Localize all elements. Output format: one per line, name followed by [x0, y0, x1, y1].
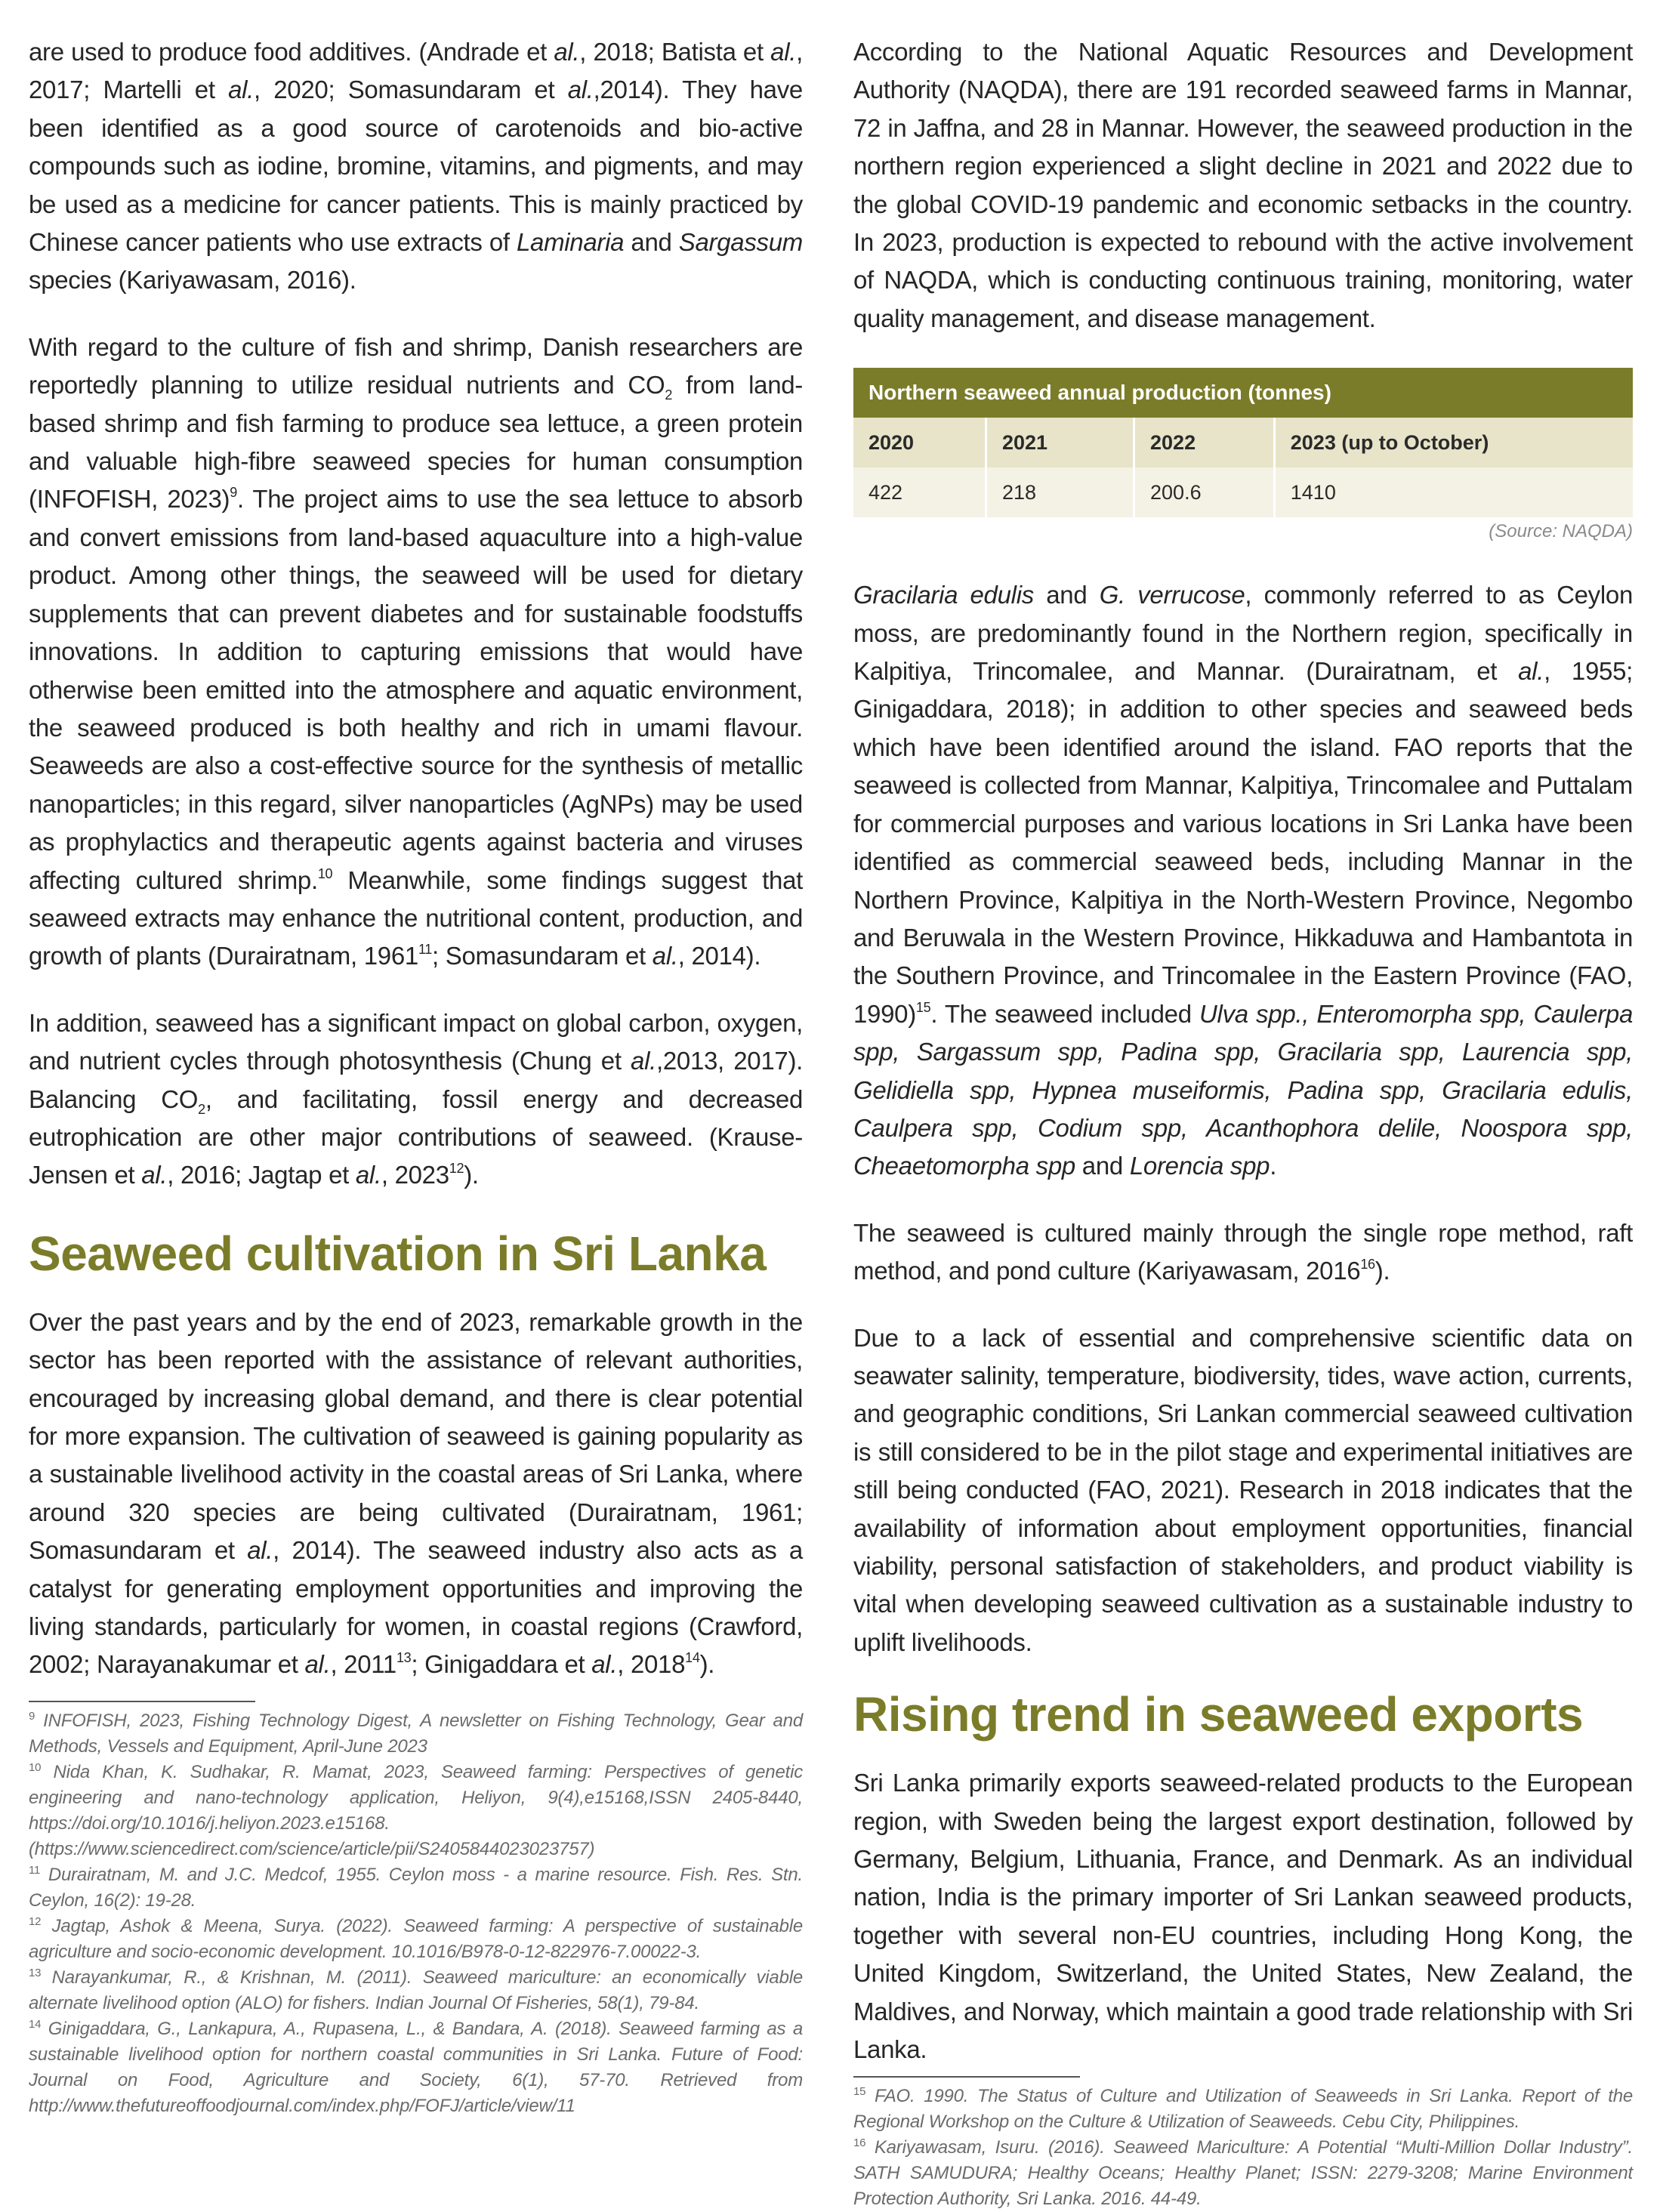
- footnotes-left: [29, 1708, 803, 2119]
- production-table: [853, 368, 1633, 517]
- footnote: $^{11}$ Durairatnam, M. and J.C. Medcof, 1955. Ceylon moss - a marine resource. Fish. Res. Stn. Ceylon, 16(2): 19-28.: [29, 1863, 803, 1911]
- footnote: $^{14}$ Ginigaddara, G., Lankapura, A., Rupasena, L., & Bandara, A. (2018). Seaweed farming as a sustainable livelihood option for northern coastal communities in Sri Lanka. Future of Food: Journal on Food, Agriculture and Society, 6(1), 57-70. Retrieved from http://www.thefutureoffoodjournal.com/index.php/FOFJ/article/view/11: [29, 2017, 803, 2116]
- table-cell: 1410: [1274, 467, 1633, 517]
- table-header-cell: 2023 (up to October): [1274, 418, 1633, 467]
- paragraph-fish-shrimp: With regard to the culture of fish and shrimp, Danish researchers are reportedly planning to utilize residual nutrients and $CO_2$ from land-based shrimp and fish farming to produce sea lettuce, a green protein and valuable high-fibre seaweed species for human consumption (INFOFISH, 2023)$^9$. The project aims to use the sea lettuce to absorb and convert emissions from land-based aquaculture into a high-value product. Among other things, the seaweed will be used for dietary supplements that can prevent diabetes and for sustainable foodstuffs innovations. In addition to capturing emissions that would have otherwise been emitted into the atmosphere and aquatic environment, the seaweed produced is both healthy and rich in umami flavour. Seaweeds are also a cost-effective source for the synthesis of metallic nanoparticles; in this regard, silver nanoparticles (AgNPs) may be used as prophylactics and therapeutic agents against bacteria and viruses affecting cultured shrimp.$^{10}$ Meanwhile, some findings suggest that seaweed extracts may enhance the nutritional content, production, and growth of plants (Durairatnam, 1961$^{11}$; Somasundaram et al., 2014).: [29, 332, 803, 970]
- footnote-divider: [29, 1701, 255, 1702]
- paragraph-exports: Sri Lanka primarily exports seaweed-related products to the European region, with Sweden being the largest export destination, followed by Germany, Belgium, Lithuania, France, and Denmark. As an individual nation, India is the primary importer of Sri Lankan seaweed products, together with several non-EU countries, including Hong Kong, the United Kingdom, Switzerland, the United States, New Zealand, the Maldives, and Norway, which maintain a good trade relationship with Sri Lanka.: [853, 1769, 1633, 2064]
- paragraph-food-additives: are used to produce food additives. (Andrade et al., 2018; Batista et al., 2017; Martelli et al., 2020; Somasundaram et al.,2014). They have been identified as a good source of carotenoids and bio-active compounds such as iodine, bromine, vitamins, and pigments, and may be used as a medicine for cancer patients. This is mainly practiced by Chinese cancer patients who use extracts of Laminaria and Sargassum species (Kariyawasam, 2016).: [29, 38, 803, 295]
- paragraph-ceylon-moss: Gracilaria edulis and G. verrucose, commonly referred to as Ceylon moss, are predominantly found in the Northern region, specifically in Kalpitiya, Trincomalee, and Mannar. (Durairatnam, et al., 1955; Ginigaddara, 2018); in addition to other species and seaweed beds which have been identified around the island. FAO reports that the seaweed is collected from Mannar, Kalpitiya, Trincomalee and Puttalam for commercial purposes and various locations in Sri Lanka have been identified as commercial seaweed beds, including Mannar in the Northern Province, Kalpitiya in the North-Western Province, Negombo and Beruwala in the Western Province, Hikkaduwa and Hambantota in the Southern Province, and Trincomalee in the Eastern Province (FAO, 1990)$^{15}$. The seaweed included Ulva spp., Enteromorpha spp, Caulerpa spp, Sargassum spp, Padina spp, Gracilaria spp, Laurencia spp, Gelidiella spp, Hypnea museiformis, Padina spp, Gracilaria edulis, Caulpera spp, Codium spp, Acanthophora delile, Noospora spp, Cheaetomorpha spp and Lorencia spp.: [853, 581, 1633, 1180]
- table-header-row: [853, 418, 1633, 467]
- table-cell: 422: [853, 467, 986, 517]
- paragraph-cultivation: Over the past years and by the end of 2023, remarkable growth in the sector has been reported with the assistance of relevant authorities, encouraged by increasing global demand, and there is clear potential for more expansion. The cultivation of seaweed is gaining popularity as a sustainable livelihood activity in the coastal areas of Sri Lanka, where around 320 species are being cultivated (Durairatnam, 1961; Somasundaram et al., 2014). The seaweed industry also acts as a catalyst for generating employment opportunities and improving the living standards, particularly for women, in coastal regions (Crawford, 2002; Narayanakumar et al., 2011$^{13}$; Ginigaddara et al., 2018$^{14}$).: [29, 1307, 803, 1679]
- paragraph-naqda: According to the National Aquatic Resources and Development Authority (NAQDA), there are 191 recorded seaweed farms in Mannar, 72 in Jaffna, and 28 in Mannar. However, the seaweed production in the northern region experienced a slight decline in 2021 and 2022 due to the global COVID-19 pandemic and economic setbacks in the country. In 2023, production is expected to rebound with the active involvement of NAQDA, which is conducting continuous training, monitoring, water quality management, and disease management.: [853, 38, 1633, 332]
- table-row: [853, 467, 1633, 517]
- paragraph-scientific-data: Due to a lack of essential and comprehensive scientific data on seawater salinity, temperature, biodiversity, tides, wave action, currents, and geographic conditions, Sri Lankan commercial seaweed cultivation is still considered to be in the pilot stage and experimental initiatives are still being conducted (FAO, 2021). Research in 2018 indicates that the availability of information about employment opportunities, financial viability, personal satisfaction of stakeholders, and product viability is vital when developing seaweed cultivation as a sustainable industry to uplift livelihoods.: [853, 1323, 1633, 1656]
- footnote: $^{12}$ Jagtap, Ashok & Meena, Surya. (2022). Seaweed farming: A perspective of sustainable agriculture and socio-economic development. 10.1016/B978-0-12-822976-7.00022-3.: [29, 1914, 803, 1962]
- table-cell: 200.6: [1134, 467, 1275, 517]
- table-header-cell: 2020: [853, 418, 986, 467]
- right-column: [853, 33, 1633, 2212]
- section-heading-exports: Rising trend in seaweed exports: [853, 1687, 1584, 1742]
- footnotes-right: [853, 2084, 1633, 2212]
- footnote-divider: [853, 2076, 1080, 2078]
- footnote: $^9$ INFOFISH, 2023, Fishing Technology Digest, A newsletter on Fishing Technology, Gear and Methods, Vessels and Equipment, April-June 2023: [29, 1709, 803, 1757]
- section-heading-cultivation: Seaweed cultivation in Sri Lanka: [29, 1226, 767, 1281]
- footnote: $^{13}$ Narayankumar, R., & Krishnan, M. (2011). Seaweed mariculture: an economically viable alternate livelihood option (ALO) for fishers. Indian Journal Of Fisheries, 58(1), 79-84.: [29, 1966, 803, 2013]
- table-header-cell: 2022: [1134, 418, 1275, 467]
- left-column: [29, 33, 803, 2119]
- footnote: $^{10}$ Nida Khan, K. Sudhakar, R. Mamat, 2023, Seaweed farming: Perspectives of genetic engineering and nano-technology application, Heliyon, 9(4),e15168,ISSN 2405-8440, https://doi.org/10.1016/j.heliyon.2023.e15168. (https://www.sciencedirect.com/science/article/pii/S2405844023023757): [29, 1760, 803, 1859]
- footnote: $^{15}$ FAO. 1990. The Status of Culture and Utilization of Seaweeds in Sri Lanka. Report of the Regional Workshop on the Culture & Utilization of Seaweeds. Cebu City, Philippines.: [853, 2085, 1633, 2133]
- footnote: $^{16}$ Kariyawasam, Isuru. (2016). Seaweed Mariculture: A Potential “Multi-Million Dollar Industry”. SATH SAMUDURA; Healthy Oceans; Healthy Planet; ISSN: 2279-3208; Marine Environment Protection Authority, Sri Lanka. 2016. 44-49.: [853, 2136, 1633, 2210]
- table-cell: 218: [986, 467, 1134, 517]
- table-caption: Northern seaweed annual production (tonnes): [853, 368, 1633, 418]
- table-source: (Source: NAQDA): [1489, 521, 1633, 542]
- paragraph-culture-methods: The seaweed is cultured mainly through the single rope method, raft method, and pond culture (Kariyawasam, 2016$^{16}$).: [853, 1218, 1633, 1285]
- table-header-cell: 2021: [986, 418, 1134, 467]
- paragraph-carbon-cycles: In addition, seaweed has a significant impact on global carbon, oxygen, and nutrient cycles through photosynthesis (Chung et al.,2013, 2017). Balancing $CO_2$, and facilitating, fossil energy and decreased eutrophication are other major contributions of seaweed. (Krause-Jensen et al., 2016; Jagtap et al., 2023$^{12}$).: [29, 1008, 803, 1189]
